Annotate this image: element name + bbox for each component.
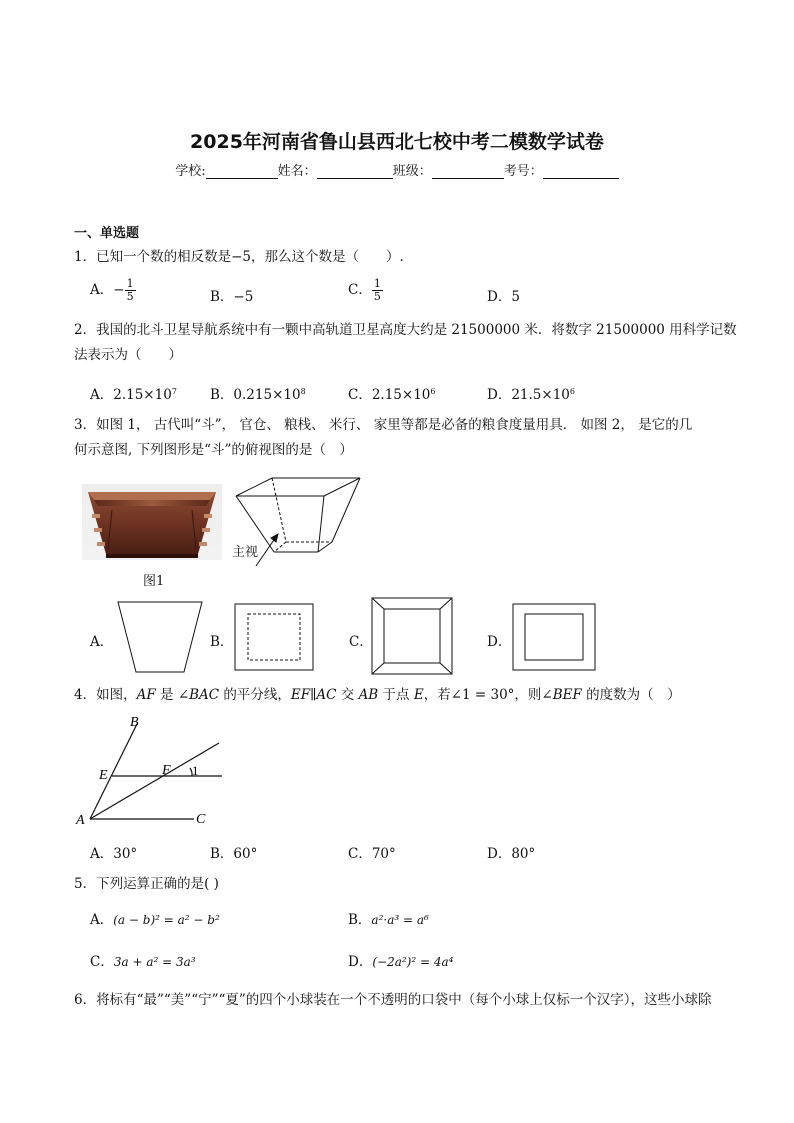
q5-option-c-expression: 3a + a² = 3a³ [113,955,196,969]
q5-option-c[interactable] [90,950,196,970]
q4-option-b[interactable]: B．60° [210,846,258,862]
q2-stem-line-2: 法表示为（ ） [74,347,182,363]
q4-option-d[interactable]: D．80° [487,846,536,862]
point-a-label: A [76,813,85,828]
q1-option-c-fraction [372,278,383,303]
q5-option-a-expression: (a − b)² = a² − b² [113,913,220,927]
wooden-dou-photo [82,484,222,560]
q4-option-a[interactable]: A．30° [90,846,138,862]
figure-1-caption: 图1 [143,574,165,589]
q2-option-c-base: C．2.15×10 [348,387,431,403]
q3-option-a-trapezoid [116,600,206,674]
page-title: 2025年河南省鲁山县西北七校中考二模数学试卷 [190,131,604,153]
q4-stem-angle-bac: ∠BAC [177,687,220,703]
q3-stem-line-1: 3．如图 1， 古代叫“斗”， 官仓、 粮栈、 米行、 家里等都是必备的粮食度量用具． 如图 2， 是它的几 [74,417,693,433]
q4-stem-text: ，若∠1 = 30°，则∠ [423,687,553,703]
question-2-stem [74,318,737,368]
question-4-stem [74,683,724,708]
q4-stem-text: 交 [336,687,359,703]
class-label: 班级： [392,164,432,179]
fraction-numerator: 1 [373,277,381,290]
q4-option-c[interactable]: C．70° [348,846,396,862]
q2-option-a-base: A．2.15×10 [90,387,172,403]
q2-stem-line-1: 2．我国的北斗卫星导航系统中有一颗中高轨道卫星高度大约是 21500000 米．将数字 21500000 用科学记数 [74,322,737,338]
q4-stem-ef-parallel-ac: EF∥AC [290,687,337,703]
q2-option-b-base: B．0.215×10 [210,387,301,403]
point-f-label: F [162,763,171,778]
q4-angle-diagram [74,712,234,832]
q2-option-d-base: D．21.5×10 [487,387,570,403]
q3-option-c-frame [370,596,456,678]
q4-stem-e: E [413,687,424,703]
q4-stem-text: 是 [155,687,178,703]
fraction-numerator: 1 [126,277,134,290]
q2-option-c[interactable] [348,383,435,403]
q2-option-c-exponent: 6 [430,387,436,396]
name-label: 姓名： [277,164,317,179]
q2-option-b-exponent: 8 [300,387,306,396]
question-5-stem: 5．下列运算正确的是( ) [74,876,219,892]
point-c-label: C [196,812,206,827]
section-heading: 一、单选题 [74,226,140,241]
q4-stem-af: AF [136,687,156,703]
q1-option-a-fraction [125,278,136,303]
q2-option-a-exponent: 7 [171,387,177,396]
q4-stem-bef: BEF [552,687,582,703]
q5-option-b-prefix: B． [348,912,372,928]
question-3-stem [74,413,724,463]
q5-option-b[interactable] [348,908,429,928]
q4-stem-text: 的平分线， [219,687,291,703]
q3-option-b[interactable]: B． [210,634,234,650]
q5-option-d[interactable] [348,950,453,970]
q5-option-d-prefix: D． [348,954,373,970]
q5-option-a-prefix: A． [90,912,114,928]
angle-1-label: 1 [192,763,199,778]
q3-option-c[interactable]: C． [349,634,373,650]
q3-option-b-dashed-square [233,602,317,674]
q5-option-b-expression: a²·a³ = a⁶ [371,913,429,927]
q5-option-d-expression: (−2a²)² = 4a⁴ [372,955,454,969]
q1-option-c[interactable] [348,278,383,303]
q2-option-a[interactable] [90,383,177,403]
q2-option-b[interactable] [210,383,306,403]
q5-option-c-prefix: C． [90,954,114,970]
student-info-line [0,160,794,179]
q3-option-a[interactable]: A． [90,634,114,650]
q1-option-a[interactable] [90,278,136,303]
q5-option-a[interactable] [90,908,220,928]
wooden-dou-illustration [82,484,222,560]
q3-option-d[interactable]: D． [487,634,512,650]
class-blank[interactable] [432,164,504,179]
point-e-label: E [99,768,108,783]
name-blank[interactable] [317,164,393,179]
school-label: 学校: [175,164,206,179]
q1-option-b[interactable]: B．−5 [210,289,254,305]
front-view-label: 主视 [232,545,259,560]
q2-option-d-exponent: 6 [569,387,575,396]
point-b-label: B [130,715,139,730]
q2-option-d[interactable] [487,383,575,403]
question-6-stem: 6．将标有“最”“美”“宁”“夏”的四个小球装在一个不透明的口袋中（每个小球上仅标一个汉字），这些小球除 [74,992,712,1008]
number-label: 考号： [503,164,543,179]
q3-stem-line-2: 何示意图, 下列图形是“斗”的俯视图的是（ ） [74,442,353,458]
number-blank[interactable] [543,164,619,179]
q3-option-d-frame [511,602,599,674]
q4-stem-text: 4．如图， [74,687,137,703]
q4-stem-text: 于点 [378,687,414,703]
q4-stem-ab: AB [358,687,379,703]
q1-option-c-prefix: C． [348,282,372,298]
q4-stem-text: 的度数为（ ） [581,687,681,703]
fraction-denominator: 5 [126,290,134,303]
q1-option-a-prefix: A．− [90,282,125,298]
question-1-stem: 1．已知一个数的相反数是−5，那么这个数是（ ）. [74,249,404,265]
fraction-denominator: 5 [373,290,381,303]
q1-option-d[interactable]: D．5 [487,289,520,305]
school-blank[interactable] [206,164,278,179]
